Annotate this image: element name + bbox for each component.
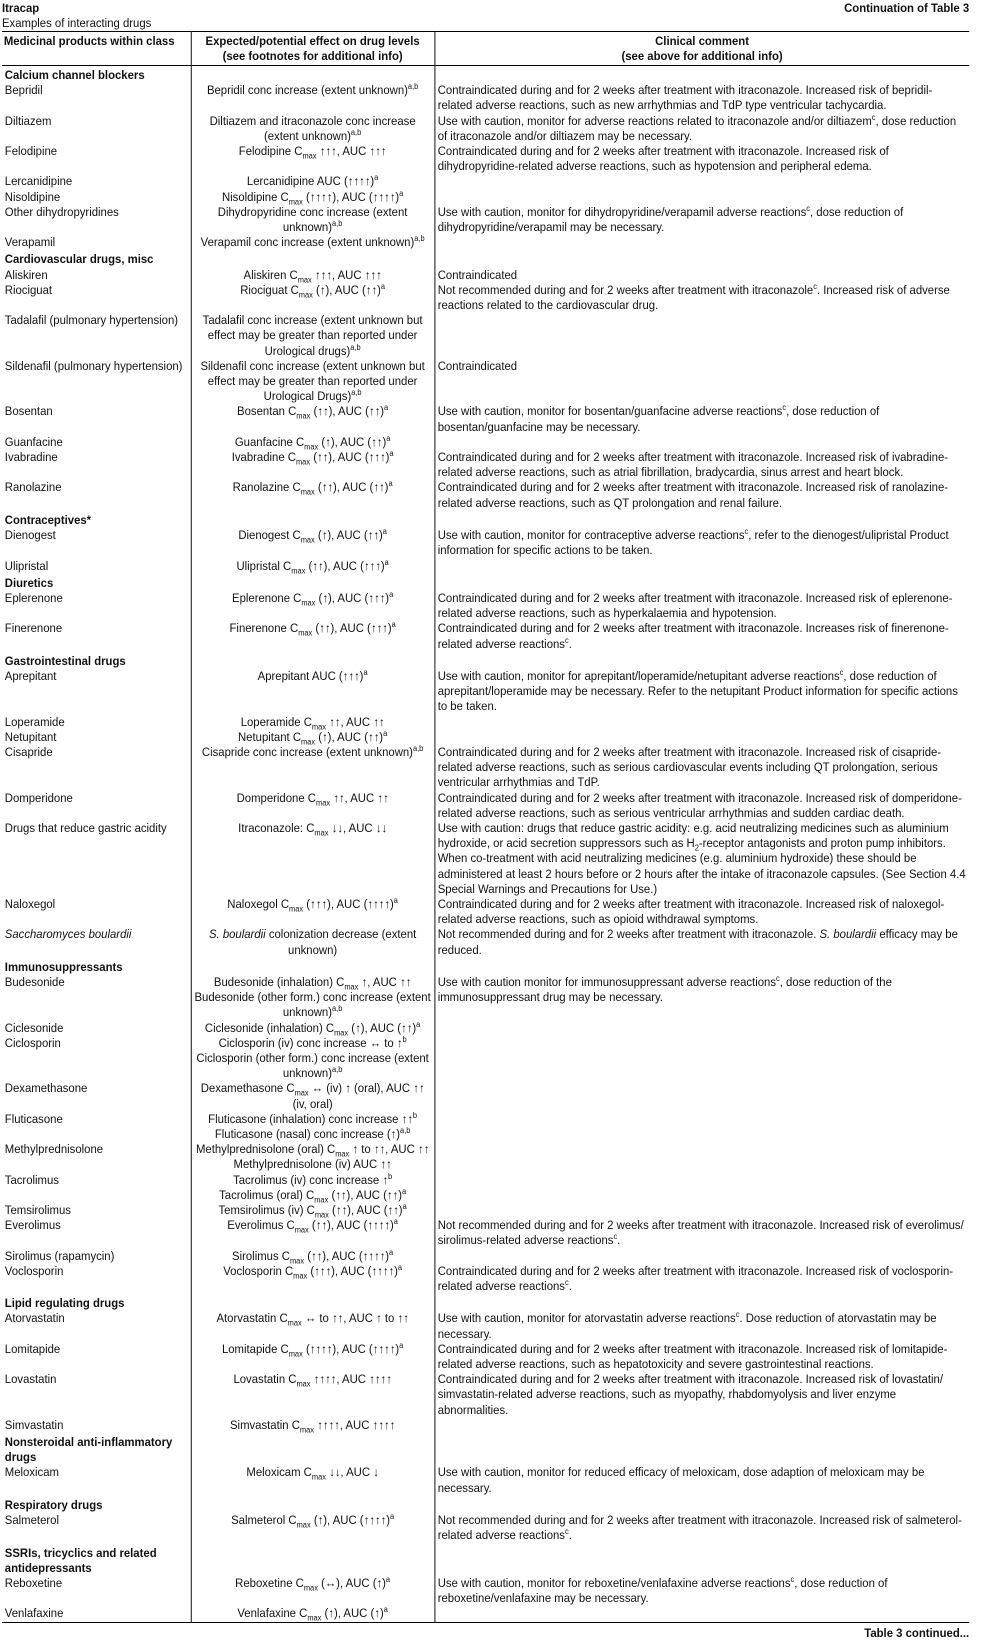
drug-row bbox=[2, 1173, 969, 1203]
category-row bbox=[2, 250, 969, 267]
drug-row bbox=[2, 359, 969, 405]
drug-row bbox=[2, 174, 969, 189]
category-effect-cell bbox=[191, 66, 435, 84]
drug-row bbox=[2, 745, 969, 791]
drug-row bbox=[2, 791, 969, 821]
drug-row bbox=[2, 1264, 969, 1294]
drug-effect: Eplerenone $C_{max}$ (↑), AUC (↑↑↑)$^a$ bbox=[191, 591, 435, 621]
drug-row bbox=[2, 591, 969, 621]
drug-effect: Salmeterol $C_{max}$ (↑), AUC (↑↑↑↑)$^a$ bbox=[191, 1513, 435, 1543]
drug-effect: Aprepitant AUC (↑↑↑)$^a$ bbox=[191, 669, 435, 715]
drug-name: Tadalafil (pulmonary hypertension) bbox=[4, 313, 179, 328]
drug-name: Temsirolimus bbox=[4, 1203, 71, 1218]
category-comment-cell bbox=[434, 1294, 969, 1311]
header-expected-effect-line2: (see footnotes for additional info) bbox=[222, 49, 403, 63]
clinical-comment: Not recommended during and for 2 weeks after treatment with itraconazole. Increased risk of salmeterol-related adverse reactions$^c$. bbox=[434, 1513, 969, 1543]
drug-effect: Loperamide $C_{max}$ ↑↑, AUC ↑↑ bbox=[191, 715, 435, 730]
drug-name: Cisapride bbox=[4, 744, 53, 759]
drug-effect: Bepridil conc increase (extent unknown)$^{a,b}$ bbox=[191, 83, 435, 113]
clinical-comment bbox=[434, 1036, 969, 1082]
category-effect-cell bbox=[191, 1294, 435, 1311]
category-comment-cell bbox=[434, 574, 969, 591]
drug-effect: Cisapride conc increase (extent unknown)$^{a,b}$ bbox=[191, 745, 435, 791]
drug-row bbox=[2, 1021, 969, 1036]
drug-row bbox=[2, 1342, 969, 1372]
product-name: Itracap bbox=[2, 1, 40, 15]
drug-effect: Lercanidipine AUC (↑↑↑↑)$^a$ bbox=[191, 174, 435, 189]
clinical-comment bbox=[434, 1081, 969, 1111]
category-effect-cell bbox=[191, 1544, 435, 1576]
category-label: SSRIs, tricyclics and related antidepressants bbox=[4, 1545, 157, 1575]
drug-effect: Methylprednisolone (oral) $C_{max}$ ↑ to ↑↑, AUC ↑↑ Methylprednisolone (iv) AUC ↑↑ bbox=[191, 1142, 435, 1172]
drug-row bbox=[2, 1513, 969, 1543]
drug-row bbox=[2, 205, 969, 235]
drug-name: Ivabradine bbox=[4, 450, 58, 465]
clinical-comment: Use with caution, monitor for atorvastatin adverse reactions$^c$. Dose reduction of atorvastatin may be necessary. bbox=[434, 1311, 969, 1341]
drug-effect: Dihydropyridine conc increase (extent unknown)$^{a,b}$ bbox=[191, 205, 435, 235]
category-effect-cell bbox=[191, 652, 435, 669]
drug-name: Saccharomyces boulardii bbox=[4, 927, 132, 942]
clinical-comment: Use with caution monitor for immunosuppressant adverse reactions$^c$, dose reduction of the immunosuppressant drug may be necessary. bbox=[434, 975, 969, 1021]
category-comment-cell bbox=[434, 1544, 969, 1576]
drug-effect: Ranolazine $C_{max}$ (↑↑), AUC (↑↑)$^a$ bbox=[191, 480, 435, 510]
table-subtitle: Examples of interacting drugs bbox=[2, 16, 152, 30]
drug-name: Naloxegol bbox=[4, 896, 56, 911]
clinical-comment bbox=[434, 235, 969, 250]
drug-row bbox=[2, 1372, 969, 1418]
drug-effect: Atorvastatin $C_{max}$ ↔ to ↑↑, AUC ↑ to ↑↑ bbox=[191, 1311, 435, 1341]
category-comment-cell bbox=[434, 652, 969, 669]
drug-row bbox=[2, 114, 969, 144]
drug-name: Aprepitant bbox=[4, 668, 57, 683]
drug-effect: Ciclosporin (iv) conc increase ↔ to ↑$^b$ Ciclosporin (other form.) conc increase (extent unknown)$^{a,b}$ bbox=[191, 1036, 435, 1082]
drug-name: Atorvastatin bbox=[4, 1311, 65, 1326]
drug-name: Venlafaxine bbox=[2, 1606, 191, 1622]
drug-row bbox=[2, 235, 969, 250]
header-clinical-comment bbox=[434, 32, 969, 66]
drug-name: Meloxicam bbox=[4, 1465, 59, 1480]
drug-name: Voclosporin bbox=[4, 1263, 64, 1278]
drug-name: Nisoldipine bbox=[4, 189, 61, 204]
clinical-comment: Contraindicated during and for 2 weeks after treatment with itraconazole. Increased risk of ivabradine-related adverse reactions, such as atrial fibrillation, bradycardia, sinus arrest and heart block. bbox=[434, 450, 969, 480]
drug-name: Other dihydropyridines bbox=[4, 204, 119, 219]
clinical-comment: Use with caution, monitor for dihydropyridine/verapamil adverse reactions$^c$, dose reduction of dihydropyridine/verapamil may be necessary. bbox=[434, 205, 969, 235]
drug-row bbox=[2, 450, 969, 480]
clinical-comment bbox=[434, 1249, 969, 1264]
page-header bbox=[2, 0, 969, 31]
drug-effect: Itraconazole: $C_{max}$ ↓↓, AUC ↓↓ bbox=[191, 821, 435, 897]
drug-row bbox=[2, 528, 969, 558]
drug-name: Riociguat bbox=[4, 282, 53, 297]
drug-name: Bepridil bbox=[4, 83, 43, 98]
category-comment-cell bbox=[434, 66, 969, 84]
clinical-comment bbox=[434, 559, 969, 574]
drug-row bbox=[2, 1606, 969, 1622]
drug-effect: Temsirolimus (iv) $C_{max}$ (↑↑), AUC (↑↑)$^a$ bbox=[191, 1203, 435, 1218]
drug-row bbox=[2, 715, 969, 730]
category-effect-cell bbox=[191, 574, 435, 591]
drug-name: Methylprednisolone bbox=[4, 1142, 104, 1157]
drug-row bbox=[2, 1249, 969, 1264]
drug-row bbox=[2, 1418, 969, 1433]
drug-row bbox=[2, 669, 969, 715]
category-row bbox=[2, 66, 969, 84]
drug-row bbox=[2, 83, 969, 113]
drug-name: Lovastatin bbox=[4, 1372, 57, 1387]
clinical-comment bbox=[434, 435, 969, 450]
category-label: Cardiovascular drugs, misc bbox=[4, 252, 154, 267]
category-comment-cell bbox=[434, 250, 969, 267]
drug-effect: Budesonide (inhalation) $C_{max}$ ↑, AUC ↑↑ Budesonide (other form.) conc increase (extent unknown)$^{a,b}$ bbox=[191, 975, 435, 1021]
drug-effect: Ulipristal $C_{max}$ (↑↑), AUC (↑↑↑)$^a$ bbox=[191, 559, 435, 574]
drug-row bbox=[2, 559, 969, 574]
category-effect-cell bbox=[191, 511, 435, 528]
clinical-comment: Contraindicated during and for 2 weeks after treatment with itraconazole. Increased risk of lomitapide-related adverse reactions, such as hepatotoxicity and severe gastrointestinal reactions. bbox=[434, 1342, 969, 1372]
drug-name: Everolimus bbox=[4, 1218, 61, 1233]
drug-effect: Diltiazem and itraconazole conc increase (extent unknown)$^{a,b}$ bbox=[191, 114, 435, 144]
drug-effect: Lovastatin $C_{max}$ ↑↑↑↑, AUC ↑↑↑↑ bbox=[191, 1372, 435, 1418]
continuation-label: Continuation of Table 3 bbox=[844, 1, 970, 15]
clinical-comment: Not recommended during and for 2 weeks after treatment with itraconazole. Increased risk of everolimus/ sirolimus-related adverse reactions$^c$. bbox=[434, 1218, 969, 1248]
clinical-comment: Use with caution, monitor for adverse reactions related to itraconazole and/or diltiazem$^c$, dose reduction of itraconazole and/or diltiazem may be necessary. bbox=[434, 114, 969, 144]
drug-effect: Meloxicam $C_{max}$ ↓↓, AUC ↓ bbox=[191, 1465, 435, 1495]
drug-effect: Fluticasone (inhalation) conc increase ↑↑$^b$ Fluticasone (nasal) conc increase (↑)$^{a,b}$ bbox=[191, 1112, 435, 1142]
drug-effect: Reboxetine $C_{max}$ (↔), AUC (↑)$^a$ bbox=[191, 1576, 435, 1606]
drug-effect: Felodipine $C_{max}$ ↑↑↑, AUC ↑↑↑ bbox=[191, 144, 435, 174]
drug-effect: Simvastatin $C_{max}$ ↑↑↑↑, AUC ↑↑↑↑ bbox=[191, 1418, 435, 1433]
clinical-comment bbox=[434, 1021, 969, 1036]
drug-name: Ranolazine bbox=[4, 480, 62, 495]
drug-row bbox=[2, 1203, 969, 1218]
drug-name: Diltiazem bbox=[4, 113, 52, 128]
interaction-table bbox=[2, 31, 969, 1623]
document bbox=[2, 0, 969, 1641]
drug-effect: Tacrolimus (iv) conc increase ↑$^b$ Tacrolimus (oral) $C_{max}$ (↑↑), AUC (↑↑)$^a$ bbox=[191, 1173, 435, 1203]
drug-effect: Aliskiren $C_{max}$ ↑↑↑, AUC ↑↑↑ bbox=[191, 268, 435, 283]
clinical-comment: Use with caution, monitor for bosentan/guanfacine adverse reactions$^c$, dose reduction of bosentan/guanfacine may be necessary. bbox=[434, 404, 969, 434]
category-comment-cell bbox=[434, 958, 969, 975]
drug-name: Sirolimus (rapamycin) bbox=[4, 1248, 115, 1263]
drug-name: Lomitapide bbox=[4, 1341, 61, 1356]
drug-row bbox=[2, 404, 969, 434]
category-row bbox=[2, 652, 969, 669]
drug-name: Reboxetine bbox=[4, 1575, 63, 1590]
clinical-comment: Use with caution, monitor for reboxetine/venlafaxine adverse reactions$^c$, dose reduction of reboxetine/venlafaxine may be necessary. bbox=[434, 1576, 969, 1606]
category-row bbox=[2, 574, 969, 591]
clinical-comment bbox=[434, 313, 969, 359]
header-clinical-comment-line1: Clinical comment bbox=[655, 34, 749, 48]
drug-effect: Lomitapide $C_{max}$ (↑↑↑↑), AUC (↑↑↑↑)$^a$ bbox=[191, 1342, 435, 1372]
drug-effect: Nisoldipine $C_{max}$ (↑↑↑↑), AUC (↑↑↑↑)$^a$ bbox=[191, 190, 435, 205]
clinical-comment bbox=[434, 730, 969, 745]
drug-effect: S. boulardii colonization decrease (extent unknown) bbox=[191, 927, 435, 957]
category-label: Gastrointestinal drugs bbox=[4, 653, 126, 668]
category-effect-cell bbox=[191, 958, 435, 975]
clinical-comment: Use with caution, monitor for reduced efficacy of meloxicam, dose adaption of meloxicam may be necessary. bbox=[434, 1465, 969, 1495]
category-comment-cell bbox=[434, 511, 969, 528]
category-row bbox=[2, 1433, 969, 1465]
drug-name: Aliskiren bbox=[4, 267, 48, 282]
clinical-comment: Contraindicated during and for 2 weeks after treatment with itraconazole. Increases risk of finerenone-related adverse reactions$^c$. bbox=[434, 621, 969, 651]
drug-name: Verapamil bbox=[4, 235, 56, 250]
drug-name: Dienogest bbox=[4, 528, 56, 543]
drug-name: Eplerenone bbox=[4, 590, 63, 605]
category-effect-cell bbox=[191, 250, 435, 267]
drug-row bbox=[2, 1081, 969, 1111]
table-continued-note: Table 3 continued... bbox=[864, 1625, 970, 1640]
clinical-comment: Contraindicated during and for 2 weeks after treatment with itraconazole. Increased risk of dihydropyridine-related adverse reactions, such as hypotension and peripheral edema. bbox=[434, 144, 969, 174]
drug-name: Dexamethasone bbox=[4, 1081, 88, 1096]
drug-name: Finerenone bbox=[4, 621, 63, 636]
clinical-comment: Contraindicated during and for 2 weeks after treatment with itraconazole. Increased risk of lovastatin/ simvastatin-related adverse reactions, such as myopathy, rhabdomyolysis and liver enzyme abnormalities. bbox=[434, 1372, 969, 1418]
clinical-comment: Contraindicated bbox=[434, 268, 969, 283]
drug-row bbox=[2, 927, 969, 957]
drug-name: Netupitant bbox=[4, 729, 57, 744]
drug-name: Drugs that reduce gastric acidity bbox=[4, 820, 167, 835]
drug-name: Tacrolimus bbox=[4, 1172, 59, 1187]
drug-row bbox=[2, 730, 969, 745]
drug-effect: Netupitant $C_{max}$ (↑), AUC (↑↑)$^a$ bbox=[191, 730, 435, 745]
category-label: Diuretics bbox=[4, 575, 54, 590]
clinical-comment bbox=[434, 1112, 969, 1142]
drug-row bbox=[2, 313, 969, 359]
drug-name: Ciclesonide bbox=[4, 1020, 64, 1035]
clinical-comment bbox=[434, 1606, 969, 1622]
drug-effect: Domperidone $C_{max}$ ↑↑, AUC ↑↑ bbox=[191, 791, 435, 821]
drug-effect: Guanfacine $C_{max}$ (↑), AUC (↑↑)$^a$ bbox=[191, 435, 435, 450]
drug-row bbox=[2, 1112, 969, 1142]
drug-effect: Ivabradine $C_{max}$ (↑↑), AUC (↑↑↑)$^a$ bbox=[191, 450, 435, 480]
drug-row bbox=[2, 1311, 969, 1341]
clinical-comment bbox=[434, 1418, 969, 1433]
category-label: Lipid regulating drugs bbox=[4, 1296, 125, 1311]
category-effect-cell bbox=[191, 1496, 435, 1513]
header-expected-effect-line1: Expected/potential effect on drug levels bbox=[205, 34, 420, 48]
drug-row bbox=[2, 897, 969, 927]
category-effect-cell bbox=[191, 1433, 435, 1465]
drug-effect: Finerenone $C_{max}$ (↑↑), AUC (↑↑↑)$^a$ bbox=[191, 621, 435, 651]
clinical-comment: Use with caution: drugs that reduce gastric acidity: e.g. acid neutralizing medicines such as aluminium hydroxide, or acid secretion suppressors such as $H_2$-receptor antagonists and proton pump inhibitors. When co-treatment with acid neutralizing medicines (e.g. aluminium hydroxide) these should be administered at least 2 hours before or 2 hours after the intake of itraconazole capsules. (See Section 4.4 Special Warnings and Precautions for Use.) bbox=[434, 821, 969, 897]
category-row bbox=[2, 958, 969, 975]
drug-effect: Bosentan $C_{max}$ (↑↑), AUC (↑↑)$^a$ bbox=[191, 404, 435, 434]
category-comment-cell bbox=[434, 1496, 969, 1513]
drug-effect: Tadalafil conc increase (extent unknown but effect may be greater than reported under Urological drugs)$^{a,b}$ bbox=[191, 313, 435, 359]
drug-effect: Dienogest $C_{max}$ (↑), AUC (↑↑)$^a$ bbox=[191, 528, 435, 558]
header-clinical-comment-line2: (see above for additional info) bbox=[621, 49, 783, 63]
table-header bbox=[2, 32, 969, 66]
clinical-comment bbox=[434, 1203, 969, 1218]
clinical-comment: Contraindicated during and for 2 weeks after treatment with itraconazole. Increased risk of ranolazine-related adverse reactions, such as QT prolongation and renal failure. bbox=[434, 480, 969, 510]
drug-row bbox=[2, 190, 969, 205]
clinical-comment: Not recommended during and for 2 weeks after treatment with itraconazole$^c$. Increased risk of adverse reactions related to the cardiovascular drug. bbox=[434, 283, 969, 313]
drug-row bbox=[2, 268, 969, 283]
clinical-comment: Contraindicated during and for 2 weeks after treatment with itraconazole. Increased risk of voclosporin-related adverse reactions$^c$. bbox=[434, 1264, 969, 1294]
drug-effect: Verapamil conc increase (extent unknown)$^{a,b}$ bbox=[191, 235, 435, 250]
drug-effect: Naloxegol $C_{max}$ (↑↑↑), AUC (↑↑↑↑)$^a$ bbox=[191, 897, 435, 927]
drug-effect: Ciclesonide (inhalation) $C_{max}$ (↑), AUC (↑↑)$^a$ bbox=[191, 1021, 435, 1036]
header-medicinal-products: Medicinal products within class bbox=[2, 32, 191, 66]
drug-row bbox=[2, 1036, 969, 1082]
drug-name: Salmeterol bbox=[4, 1513, 59, 1528]
drug-name: Budesonide bbox=[4, 974, 65, 989]
drug-name: Bosentan bbox=[4, 404, 53, 419]
category-label: Contraceptives* bbox=[4, 512, 92, 527]
drug-effect: Dexamethasone $C_{max}$ ↔ (iv) ↑ (oral), AUC ↑↑ (iv, oral) bbox=[191, 1081, 435, 1111]
drug-row bbox=[2, 975, 969, 1021]
header-expected-effect bbox=[191, 32, 435, 66]
category-row bbox=[2, 511, 969, 528]
drug-name: Ulipristal bbox=[4, 558, 49, 573]
drug-row bbox=[2, 144, 969, 174]
drug-name: Sildenafil (pulmonary hypertension) bbox=[4, 358, 183, 373]
category-row bbox=[2, 1294, 969, 1311]
clinical-comment: Not recommended during and for 2 weeks after treatment with itraconazole. S. boulardii efficacy may be reduced. bbox=[434, 927, 969, 957]
drug-name: Fluticasone bbox=[4, 1111, 63, 1126]
clinical-comment: Contraindicated bbox=[434, 359, 969, 405]
drug-row bbox=[2, 283, 969, 313]
drug-row bbox=[2, 621, 969, 651]
drug-row bbox=[2, 435, 969, 450]
drug-name: Guanfacine bbox=[4, 434, 63, 449]
drug-row bbox=[2, 1576, 969, 1606]
clinical-comment: Contraindicated during and for 2 weeks after treatment with itraconazole. Increased risk of bepridil-related adverse reactions, such as new arrhythmias and TdP type ventricular tachycardia. bbox=[434, 83, 969, 113]
drug-name: Lercanidipine bbox=[4, 174, 73, 189]
category-label: Nonsteroidal anti-inflammatory drugs bbox=[4, 1435, 173, 1465]
drug-effect: Riociguat $C_{max}$ (↑), AUC (↑↑)$^a$ bbox=[191, 283, 435, 313]
drug-row bbox=[2, 821, 969, 897]
drug-effect: Everolimus $C_{max}$ (↑↑), AUC (↑↑↑↑)$^a$ bbox=[191, 1218, 435, 1248]
drug-name: Loperamide bbox=[4, 714, 65, 729]
clinical-comment: Contraindicated during and for 2 weeks after treatment with itraconazole. Increased risk of cisapride-related adverse reactions, such as serious cardiovascular events including QT prolongation, serious ventricular arrhythmias and TdP. bbox=[434, 745, 969, 791]
drug-name: Simvastatin bbox=[4, 1417, 64, 1432]
drug-effect: Sildenafil conc increase (extent unknown but effect may be greater than reported under Urological Drugs)$^{a,b}$ bbox=[191, 359, 435, 405]
clinical-comment bbox=[434, 715, 969, 730]
drug-name: Felodipine bbox=[4, 144, 58, 159]
drug-effect: Voclosporin $C_{max}$ (↑↑↑), AUC (↑↑↑↑)$^a$ bbox=[191, 1264, 435, 1294]
table-body bbox=[2, 66, 969, 1623]
category-label: Calcium channel blockers bbox=[4, 68, 145, 82]
clinical-comment bbox=[434, 1142, 969, 1172]
category-label: Immunosuppressants bbox=[4, 959, 123, 974]
drug-name: Ciclosporin bbox=[4, 1035, 61, 1050]
drug-row bbox=[2, 1218, 969, 1248]
clinical-comment: Use with caution, monitor for aprepitant/loperamide/netupitant adverse reactions$^c$, dose reduction of aprepitant/loperamide may be necessary. Refer to the netupitant Product information for specific actions to be taken. bbox=[434, 669, 969, 715]
category-row bbox=[2, 1496, 969, 1513]
category-row bbox=[2, 1544, 969, 1576]
drug-row bbox=[2, 480, 969, 510]
clinical-comment bbox=[434, 1173, 969, 1203]
clinical-comment: Contraindicated during and for 2 weeks after treatment with itraconazole. Increased risk of domperidone-related adverse reactions, such as serious ventricular arrhythmias and sudden cardiac death. bbox=[434, 791, 969, 821]
clinical-comment: Contraindicated during and for 2 weeks after treatment with itraconazole. Increased risk of eplerenone-related adverse reactions, such as hyperkalaemia and hypotension. bbox=[434, 591, 969, 621]
drug-name: Domperidone bbox=[4, 790, 73, 805]
drug-effect: Sirolimus $C_{max}$ (↑↑), AUC (↑↑↑↑)$^a$ bbox=[191, 1249, 435, 1264]
clinical-comment bbox=[434, 190, 969, 205]
drug-effect: Venlafaxine $C_{max}$ (↑), AUC (↑)$^a$ bbox=[191, 1606, 435, 1622]
category-comment-cell bbox=[434, 1433, 969, 1465]
drug-row bbox=[2, 1142, 969, 1172]
clinical-comment bbox=[434, 174, 969, 189]
drug-row bbox=[2, 1465, 969, 1495]
clinical-comment: Contraindicated during and for 2 weeks after treatment with itraconazole. Increased risk of naloxegol-related adverse reactions, such as opioid withdrawal symptoms. bbox=[434, 897, 969, 927]
category-label: Respiratory drugs bbox=[4, 1497, 103, 1512]
clinical-comment: Use with caution, monitor for contraceptive adverse reactions$^c$, refer to the dienogest/ulipristal Product information for specific actions to be taken. bbox=[434, 528, 969, 558]
